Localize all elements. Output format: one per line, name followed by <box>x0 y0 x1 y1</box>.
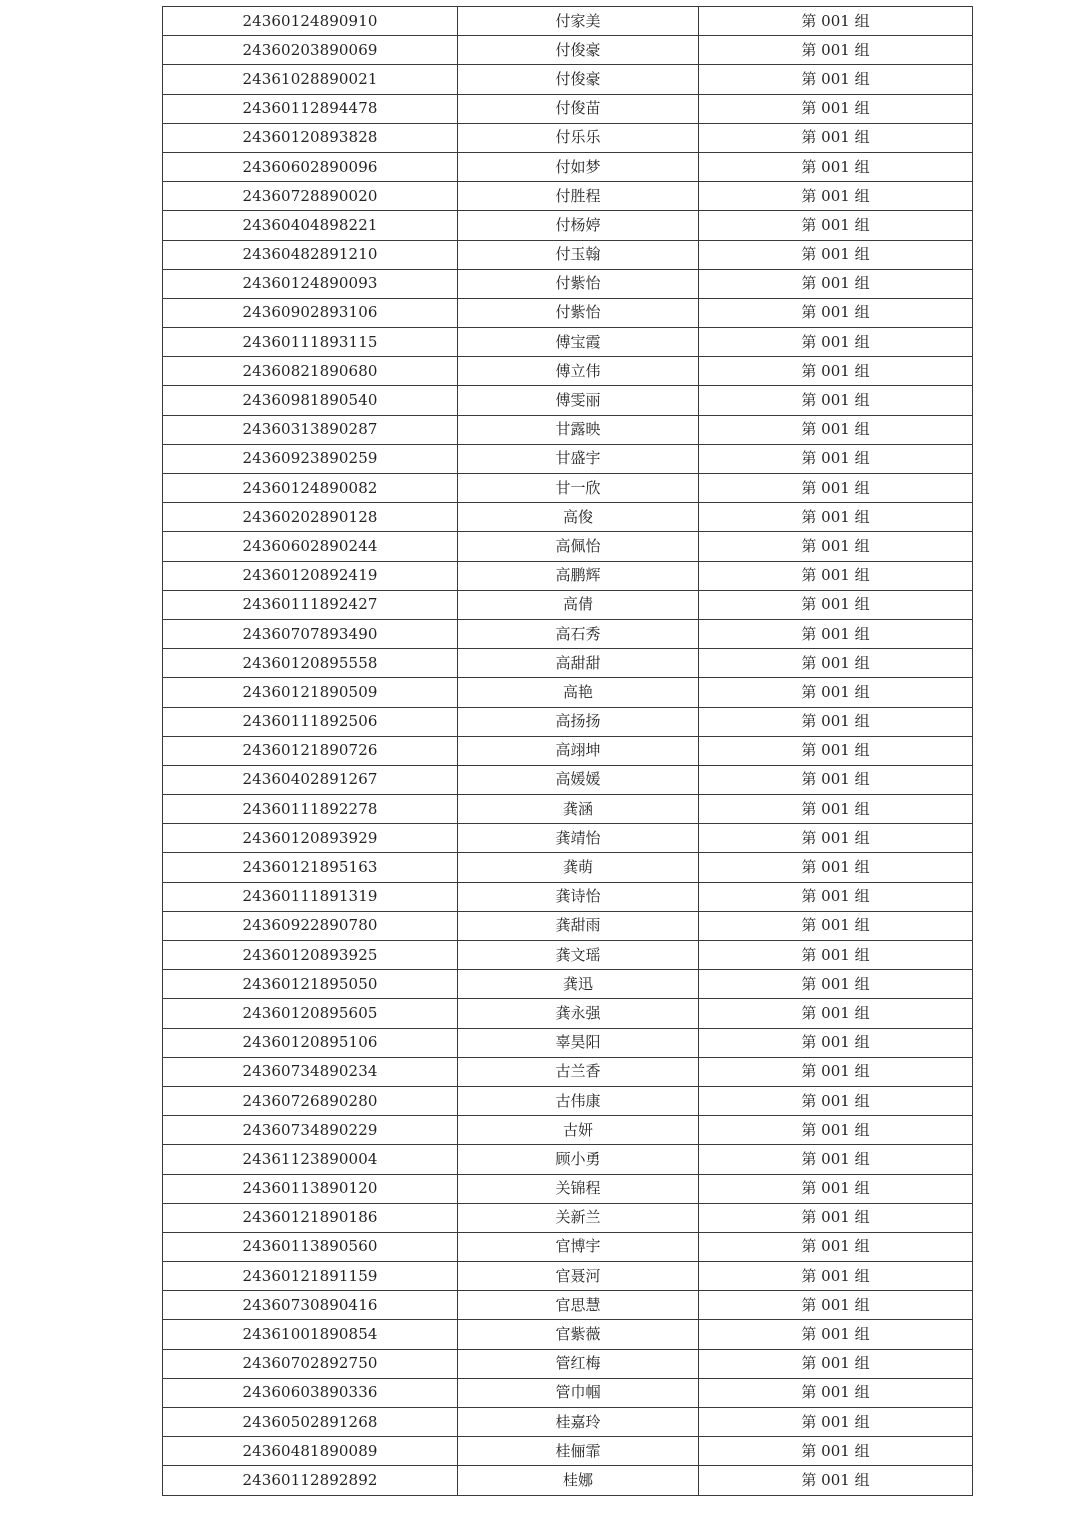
name-cell: 龚诗怡 <box>458 882 699 911</box>
id-cell: 24360726890280 <box>163 1086 458 1115</box>
group-cell: 第 001 组 <box>699 1174 973 1203</box>
table-row <box>163 1145 973 1174</box>
id-cell: 24360981890540 <box>163 386 458 415</box>
table-row <box>163 882 973 911</box>
id-cell: 24361028890021 <box>163 65 458 94</box>
id-cell: 24360113890560 <box>163 1232 458 1261</box>
group-cell: 第 001 组 <box>699 736 973 765</box>
id-cell: 24360402891267 <box>163 765 458 794</box>
id-cell: 24360111892506 <box>163 707 458 736</box>
name-cell: 高艳 <box>458 678 699 707</box>
group-cell: 第 001 组 <box>699 853 973 882</box>
name-cell: 傅立伟 <box>458 357 699 386</box>
id-cell: 24360111892278 <box>163 795 458 824</box>
name-cell: 桂俪霏 <box>458 1437 699 1466</box>
table-row <box>163 824 973 853</box>
table-row <box>163 94 973 123</box>
id-cell: 24360702892750 <box>163 1349 458 1378</box>
group-cell: 第 001 组 <box>699 1028 973 1057</box>
table-row <box>163 298 973 327</box>
id-cell: 24360602890096 <box>163 152 458 181</box>
id-cell: 24360111891319 <box>163 882 458 911</box>
id-cell: 24360112892892 <box>163 1466 458 1495</box>
group-cell: 第 001 组 <box>699 298 973 327</box>
name-cell: 管红梅 <box>458 1349 699 1378</box>
group-cell: 第 001 组 <box>699 36 973 65</box>
id-cell: 24360120895558 <box>163 649 458 678</box>
group-cell: 第 001 组 <box>699 765 973 794</box>
name-cell: 付家美 <box>458 7 699 36</box>
name-cell: 官紫薇 <box>458 1320 699 1349</box>
table-row <box>163 1086 973 1115</box>
name-cell: 甘盛宇 <box>458 444 699 473</box>
id-cell: 24360124890082 <box>163 474 458 503</box>
name-cell: 桂娜 <box>458 1466 699 1495</box>
table-row <box>163 152 973 181</box>
name-cell: 付紫怡 <box>458 298 699 327</box>
table-row <box>163 999 973 1028</box>
id-cell: 24360121891159 <box>163 1262 458 1291</box>
table-row <box>163 211 973 240</box>
group-cell: 第 001 组 <box>699 1291 973 1320</box>
id-cell: 24360111892427 <box>163 590 458 619</box>
group-cell: 第 001 组 <box>699 882 973 911</box>
table-row <box>163 474 973 503</box>
id-cell: 24360121895163 <box>163 853 458 882</box>
table-row <box>163 182 973 211</box>
group-cell: 第 001 组 <box>699 970 973 999</box>
name-cell: 官博宇 <box>458 1232 699 1261</box>
candidate-table <box>162 6 973 1496</box>
name-cell: 管巾帼 <box>458 1378 699 1407</box>
group-cell: 第 001 组 <box>699 1116 973 1145</box>
group-cell: 第 001 组 <box>699 415 973 444</box>
group-cell: 第 001 组 <box>699 649 973 678</box>
table-row <box>163 619 973 648</box>
name-cell: 付如梦 <box>458 152 699 181</box>
name-cell: 甘一欣 <box>458 474 699 503</box>
table-row <box>163 853 973 882</box>
name-cell: 付杨婷 <box>458 211 699 240</box>
id-cell: 24360821890680 <box>163 357 458 386</box>
table-row <box>163 444 973 473</box>
name-cell: 顾小勇 <box>458 1145 699 1174</box>
table-row <box>163 649 973 678</box>
table-row <box>163 386 973 415</box>
name-cell: 龚萌 <box>458 853 699 882</box>
group-cell: 第 001 组 <box>699 240 973 269</box>
table-row <box>163 1262 973 1291</box>
id-cell: 24360404898221 <box>163 211 458 240</box>
table-row <box>163 941 973 970</box>
group-cell: 第 001 组 <box>699 1086 973 1115</box>
table-row <box>163 707 973 736</box>
id-cell: 24360734890229 <box>163 1116 458 1145</box>
id-cell: 24360730890416 <box>163 1291 458 1320</box>
id-cell: 24360120892419 <box>163 561 458 590</box>
table-row <box>163 795 973 824</box>
id-cell: 24360728890020 <box>163 182 458 211</box>
id-cell: 24360121895050 <box>163 970 458 999</box>
table-row <box>163 36 973 65</box>
group-cell: 第 001 组 <box>699 123 973 152</box>
name-cell: 辜昊阳 <box>458 1028 699 1057</box>
group-cell: 第 001 组 <box>699 561 973 590</box>
group-cell: 第 001 组 <box>699 1349 973 1378</box>
group-cell: 第 001 组 <box>699 532 973 561</box>
table-row <box>163 1116 973 1145</box>
table-row <box>163 328 973 357</box>
table-row <box>163 357 973 386</box>
table-row <box>163 590 973 619</box>
group-cell: 第 001 组 <box>699 1378 973 1407</box>
table-row <box>163 503 973 532</box>
name-cell: 高俊 <box>458 503 699 532</box>
group-cell: 第 001 组 <box>699 357 973 386</box>
id-cell: 24360113890120 <box>163 1174 458 1203</box>
group-cell: 第 001 组 <box>699 590 973 619</box>
id-cell: 24360602890244 <box>163 532 458 561</box>
name-cell: 关锦程 <box>458 1174 699 1203</box>
name-cell: 龚文瑶 <box>458 941 699 970</box>
table-row <box>163 7 973 36</box>
name-cell: 傅宝霞 <box>458 328 699 357</box>
name-cell: 龚靖怡 <box>458 824 699 853</box>
name-cell: 高佩怡 <box>458 532 699 561</box>
group-cell: 第 001 组 <box>699 503 973 532</box>
id-cell: 24360203890069 <box>163 36 458 65</box>
name-cell: 龚永强 <box>458 999 699 1028</box>
id-cell: 24360120895106 <box>163 1028 458 1057</box>
group-cell: 第 001 组 <box>699 444 973 473</box>
table-row <box>163 1291 973 1320</box>
name-cell: 龚迅 <box>458 970 699 999</box>
id-cell: 24361001890854 <box>163 1320 458 1349</box>
name-cell: 龚涵 <box>458 795 699 824</box>
group-cell: 第 001 组 <box>699 999 973 1028</box>
group-cell: 第 001 组 <box>699 619 973 648</box>
name-cell: 龚甜雨 <box>458 911 699 940</box>
table-row <box>163 1349 973 1378</box>
group-cell: 第 001 组 <box>699 1408 973 1437</box>
name-cell: 付俊豪 <box>458 36 699 65</box>
id-cell: 24360121890509 <box>163 678 458 707</box>
id-cell: 24360707893490 <box>163 619 458 648</box>
name-cell: 古伟康 <box>458 1086 699 1115</box>
name-cell: 付胜程 <box>458 182 699 211</box>
group-cell: 第 001 组 <box>699 1057 973 1086</box>
name-cell: 高扬扬 <box>458 707 699 736</box>
name-cell: 高翊坤 <box>458 736 699 765</box>
id-cell: 24360124890910 <box>163 7 458 36</box>
table-row <box>163 561 973 590</box>
table-row <box>163 1232 973 1261</box>
id-cell: 24360481890089 <box>163 1437 458 1466</box>
group-cell: 第 001 组 <box>699 941 973 970</box>
name-cell: 高甜甜 <box>458 649 699 678</box>
name-cell: 高鹏辉 <box>458 561 699 590</box>
name-cell: 高石秀 <box>458 619 699 648</box>
table-row <box>163 678 973 707</box>
name-cell: 关新兰 <box>458 1203 699 1232</box>
table-row <box>163 911 973 940</box>
group-cell: 第 001 组 <box>699 1203 973 1232</box>
id-cell: 24360120893925 <box>163 941 458 970</box>
table-row <box>163 736 973 765</box>
id-cell: 24360121890726 <box>163 736 458 765</box>
id-cell: 24360120895605 <box>163 999 458 1028</box>
id-cell: 24360902893106 <box>163 298 458 327</box>
name-cell: 古兰香 <box>458 1057 699 1086</box>
group-cell: 第 001 组 <box>699 65 973 94</box>
id-cell: 24360734890234 <box>163 1057 458 1086</box>
group-cell: 第 001 组 <box>699 182 973 211</box>
table-row <box>163 1057 973 1086</box>
id-cell: 24360121890186 <box>163 1203 458 1232</box>
id-cell: 24360923890259 <box>163 444 458 473</box>
group-cell: 第 001 组 <box>699 94 973 123</box>
id-cell: 24360922890780 <box>163 911 458 940</box>
id-cell: 24361123890004 <box>163 1145 458 1174</box>
name-cell: 高媛媛 <box>458 765 699 794</box>
id-cell: 24360502891268 <box>163 1408 458 1437</box>
table-row <box>163 1437 973 1466</box>
group-cell: 第 001 组 <box>699 1320 973 1349</box>
group-cell: 第 001 组 <box>699 7 973 36</box>
group-cell: 第 001 组 <box>699 707 973 736</box>
group-cell: 第 001 组 <box>699 1145 973 1174</box>
group-cell: 第 001 组 <box>699 211 973 240</box>
table-row <box>163 1408 973 1437</box>
table-row <box>163 123 973 152</box>
group-cell: 第 001 组 <box>699 328 973 357</box>
id-cell: 24360603890336 <box>163 1378 458 1407</box>
group-cell: 第 001 组 <box>699 1466 973 1495</box>
id-cell: 24360313890287 <box>163 415 458 444</box>
group-cell: 第 001 组 <box>699 386 973 415</box>
group-cell: 第 001 组 <box>699 824 973 853</box>
table-row <box>163 765 973 794</box>
id-cell: 24360202890128 <box>163 503 458 532</box>
name-cell: 高倩 <box>458 590 699 619</box>
id-cell: 24360112894478 <box>163 94 458 123</box>
group-cell: 第 001 组 <box>699 911 973 940</box>
group-cell: 第 001 组 <box>699 474 973 503</box>
name-cell: 官思慧 <box>458 1291 699 1320</box>
name-cell: 傅雯丽 <box>458 386 699 415</box>
table-row <box>163 65 973 94</box>
table-row <box>163 415 973 444</box>
table-row <box>163 1203 973 1232</box>
table-row <box>163 970 973 999</box>
id-cell: 24360120893828 <box>163 123 458 152</box>
group-cell: 第 001 组 <box>699 152 973 181</box>
group-cell: 第 001 组 <box>699 1262 973 1291</box>
table-row <box>163 1320 973 1349</box>
group-cell: 第 001 组 <box>699 1232 973 1261</box>
id-cell: 24360111893115 <box>163 328 458 357</box>
name-cell: 付俊苗 <box>458 94 699 123</box>
id-cell: 24360124890093 <box>163 269 458 298</box>
name-cell: 付紫怡 <box>458 269 699 298</box>
id-cell: 24360120893929 <box>163 824 458 853</box>
name-cell: 官聂河 <box>458 1262 699 1291</box>
group-cell: 第 001 组 <box>699 678 973 707</box>
table-row <box>163 269 973 298</box>
group-cell: 第 001 组 <box>699 795 973 824</box>
table-row <box>163 532 973 561</box>
name-cell: 付俊豪 <box>458 65 699 94</box>
group-cell: 第 001 组 <box>699 269 973 298</box>
name-cell: 桂嘉玲 <box>458 1408 699 1437</box>
table-row <box>163 240 973 269</box>
table-row <box>163 1378 973 1407</box>
candidate-table-body <box>163 7 973 1496</box>
name-cell: 甘露映 <box>458 415 699 444</box>
group-cell: 第 001 组 <box>699 1437 973 1466</box>
name-cell: 古妍 <box>458 1116 699 1145</box>
table-row <box>163 1466 973 1495</box>
table-row <box>163 1028 973 1057</box>
table-row <box>163 1174 973 1203</box>
id-cell: 24360482891210 <box>163 240 458 269</box>
name-cell: 付乐乐 <box>458 123 699 152</box>
name-cell: 付玉翰 <box>458 240 699 269</box>
